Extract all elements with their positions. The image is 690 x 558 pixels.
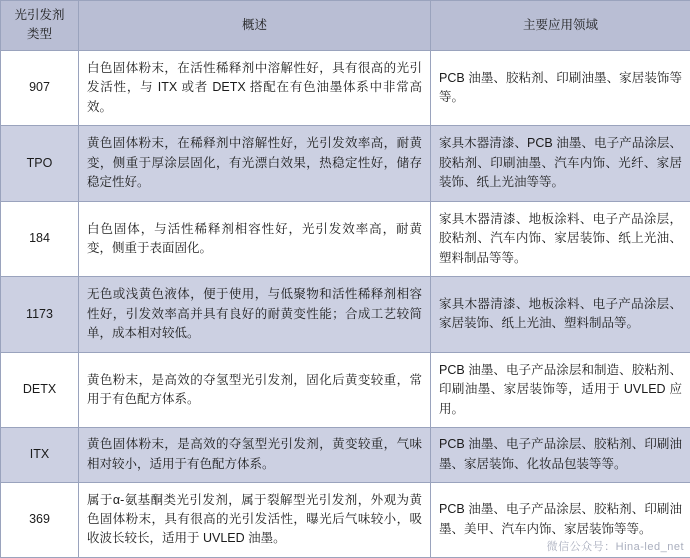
- cell-description: 无色或浅黄色液体，便于使用，与低聚物和活性稀释剂相容性好，引发效率高并具有良好的耐黄变性能；合成工艺较简单，成本相对较低。: [79, 277, 431, 352]
- cell-description: 黄色粉末，是高效的夺氢型光引发剂，固化后黄变较重，常用于有色配方体系。: [79, 352, 431, 427]
- table-row: [1, 50, 690, 125]
- cell-type: TPO: [1, 126, 79, 201]
- cell-application: PCB 油墨、电子产品涂层、胶粘剂、印刷油墨、家居装饰、化妆品包装等等。: [431, 428, 690, 482]
- cell-application: PCB 油墨、胶粘剂、印刷油墨、家居装饰等等。: [431, 50, 690, 125]
- table-head: [1, 1, 690, 51]
- table-row: [1, 352, 690, 427]
- table-row: [1, 482, 690, 558]
- table-row: [1, 126, 690, 201]
- cell-description: 白色固体，与活性稀释剂相容性好，光引发效率高，耐黄变，侧重于表面固化。: [79, 201, 431, 276]
- table-body: [1, 50, 690, 557]
- watermark-text: 微信公众号：Hina-led_net: [546, 541, 684, 553]
- cell-application: 家具木器清漆、地板涂料、电子产品涂层，胶粘剂、汽车内饰、家居装饰、纸上光油、塑料制品等等。: [431, 201, 690, 276]
- cell-application: 家具木器清漆、地板涂料、电子产品涂层、家居装饰、纸上光油、塑料制品等。: [431, 277, 690, 352]
- cell-description: 白色固体粉末，在活性稀释剂中溶解性好，具有很高的光引发活性，与 ITX 或者 DETX 搭配在有色油墨体系中非常高效。: [79, 50, 431, 125]
- table-row: [1, 277, 690, 352]
- column-header-description: 概述: [79, 1, 431, 51]
- table-row: [1, 201, 690, 276]
- cell-application: 家具木器清漆、PCB 油墨、电子产品涂层、胶粘剂、印刷油墨、汽车内饰、光纤、家居装饰、纸上光油等等。: [431, 126, 690, 201]
- cell-type: 369: [1, 482, 79, 558]
- cell-type: DETX: [1, 352, 79, 427]
- cell-type: ITX: [1, 428, 79, 482]
- cell-application: PCB 油墨、电子产品涂层和制造、胶粘剂、印刷油墨、家居装饰等，适用于 UVLED 应用。: [431, 352, 690, 427]
- cell-description: 黄色固体粉末，在稀释剂中溶解性好，光引发效率高，耐黄变，侧重于厚涂层固化，有光漂白效果，热稳定性好，储存稳定性好。: [79, 126, 431, 201]
- table-row: [1, 428, 690, 482]
- cell-description: 黄色固体粉末，是高效的夺氢型光引发剂，黄变较重，气味相对较小，适用于有色配方体系。: [79, 428, 431, 482]
- cell-application: PCB 油墨、电子产品涂层、胶粘剂、印刷油墨、美甲、汽车内饰、家居装饰等等。: [431, 482, 690, 558]
- cell-type: 907: [1, 50, 79, 125]
- column-header-application: 主要应用领域: [431, 1, 690, 51]
- cell-type: 1173: [1, 277, 79, 352]
- cell-description: 属于α-氨基酮类光引发剂，属于裂解型光引发剂，外观为黄色固体粉末，具有很高的光引发活性，曝光后气味较小，吸收波长较长，适用于 UVLED 油墨。: [79, 482, 431, 558]
- cell-type: 184: [1, 201, 79, 276]
- column-header-type: 光引发剂类型: [1, 1, 79, 51]
- table-header-row: [1, 1, 690, 51]
